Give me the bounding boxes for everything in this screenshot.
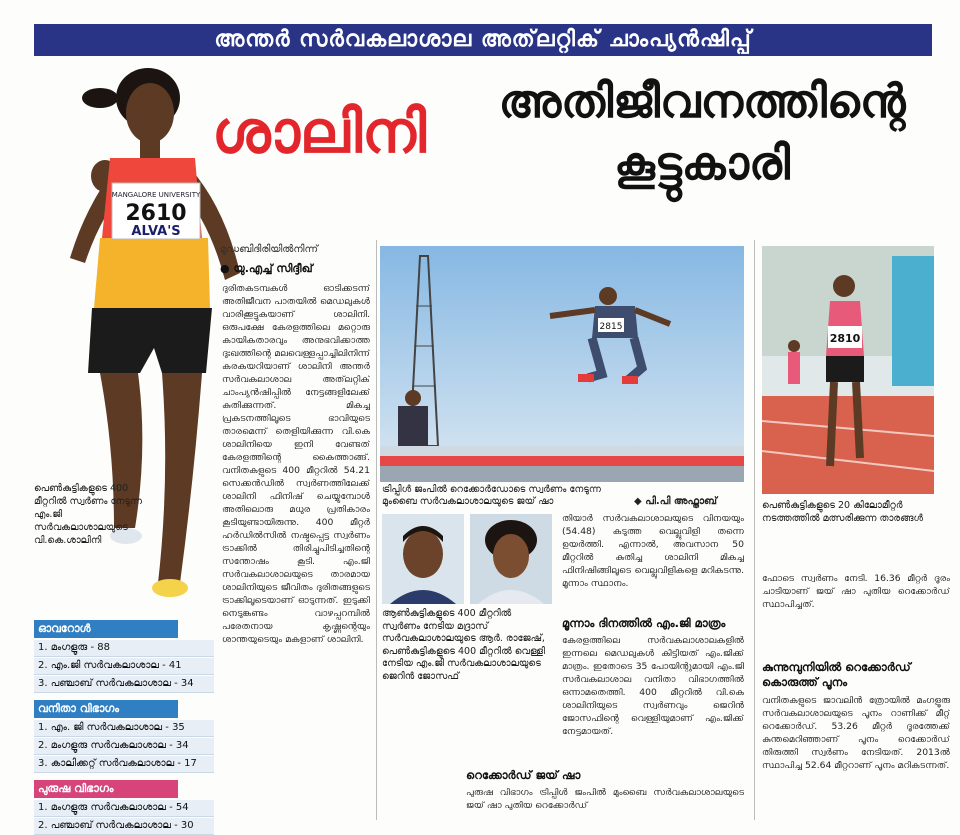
column-divider (376, 240, 377, 820)
subheading-mg-only: മൂന്നാം ദിനത്തിൽ എം.ജി മാത്രം (562, 616, 726, 630)
article-column-3-top: ഫോടെ സ്വർണം നേടി. 16.36 മീറ്റർ ദൂരം ചാടിയാണ് ജയ് ഷാ പുതിയ റെക്കോർഡ് സ്ഥാപിച്ചത്. (762, 573, 950, 610)
bib-number: 2610 (125, 201, 187, 226)
section-banner: അന്തർ സർവകലാശാല അത്‌ലറ്റിക് ചാംപ്യൻഷിപ്പ് (34, 24, 932, 56)
portrait-caption: ആൺകുട്ടികളുടെ 400 മീറ്ററിൽ സ്വർണം നേടിയ മദ്രാസ് സർവകലാശാലയുടെ ആർ. രാജേഷ്, പെൺകുട്ടികളുടെ 400 മീറ്ററിൽ വെള്ളി നേടിയ എം.ജി സർവകലാശാലയുടെ ജെറിൻ ജോസഫ് (382, 608, 545, 682)
byline-author (220, 262, 313, 276)
author-name: യു.എച്ച് സിദ്ദീഖ് (233, 262, 313, 275)
article-column-2-top: തിയാർ സർവകലാശാലയുടെ വിനയയും (54.48) കടുത്ത വെല്ലുവിളി തന്നെ ഉയർത്തി. എന്നാൽ, അവസാന 50 മീറ്ററിൽ കുതിച്ച ശാലിനി മികച്ച ഫിനിഷിങ്ങിലൂടെ വെല്ലുവിളികളെ മറികടന്നു. മൂന്നാം സ്ഥാനം. (562, 513, 744, 589)
author-bullet-icon: ● (220, 262, 230, 275)
headline-line-2: കൂട്ടുകാരി (614, 136, 790, 190)
walker-bib: 2810 (829, 332, 861, 345)
subheading-poonam-record: കുന്നുമ്പുനിയിൽ റെക്കോർഡ് കൊരുത്ത് പൂനം (762, 660, 911, 689)
tally-row: 1. എം. ജി സർവകലാശാല - 35 (34, 720, 214, 737)
column-divider (754, 240, 755, 820)
article-column-2-body: കേരളത്തിലെ സർവകലാശാലകളിൽ ഇന്നലെ മെഡലുകൾ കിട്ടിയത് എം.ജിക്ക് മാത്രം. ഇതോടെ 35 പോയിന്റുമായി എം.ജി സർവകലാശാല വനിതാ വിഭാഗത്തിൽ ഒന്നാമതെത്തി. 400 മീറ്ററിൽ വി.കെ ശാലിനിയുടെ സ്വർണവും ജെറിൻ ജോസഫിന്റെ വെള്ളിയുമാണ് എം.ജിക്ക് നേട്ടമായത്. (562, 635, 744, 737)
bib-sponsor: ALVA'S (131, 224, 181, 239)
subheading-record-jay-sha: റെക്കോർഡ് ജയ് ഷാ (466, 768, 581, 782)
tally-row: 2. എം.ജി സർവകലാശാല - 41 (34, 658, 214, 675)
jumper-bib: 2815 (599, 322, 623, 332)
tally-row: 1. മംഗളൂരു - 88 (34, 640, 214, 657)
credit-name: പി.പി അഫ്താബ് (645, 496, 717, 507)
tally-heading: വനിതാ വിഭാഗം (34, 700, 178, 718)
bib-team-text: MANGALORE UNIVERSITY (111, 191, 201, 199)
article-column-1: ദുരിതകടമ്പകൾ ഓടിക്കടന്ന് അതിജീവന പാതയിൽ മെഡലുകൾ വാരിക്കൂട്ടുകയാണ് ശാലിനി. ഒരുപക്ഷേ കേരളത്തിലെ മറ്റൊരു കായികതാരവും അനുഭവിക്കാത്ത ദുഃഖത്തിന്റെ മലവെള്ളപ്പാച്ചിലിനിന്ന് കരകയറിയാണ് ശാലിനി അന്തർ സർവകലാശാല അത്‌ലറ്റിക് ചാംപ്യൻഷിപ്പിൽ നേട്ടങ്ങളിലേക്ക് കുതിക്കുന്നത്. മികച്ച പ്രകടനത്തിലൂടെ ഭാവിയുടെ താരമെന്ന് തെളിയിക്കുന്ന വി.കെ ശാലിനിയെ ഇനി വേണ്ടത് കേരളത്തിന്റെ കൈത്താങ്ങ്. വനിതകളുടെ 400 മീറ്ററിൽ 54.21 സെക്കൻഡിൽ സ്വർണത്തിലേക്ക് ശാലിനി ഫിനിഷ് ചെയ്യുമ്പോൾ അതിലൊരു മധുര പ്രതികാരം കൂടിയുണ്ടായിരുന്നു. 400 മീറ്റർ ഹർഡിൽസിൽ നഷ്ടപ്പെട്ട സ്വർണം ട്രാക്കിൽ തിരിച്ചുപിടിച്ചതിന്റെ സന്തോഷം കൂടി. എം.ജി സർവകലാശാലയുടെ താരമായ ശാലിനിയുടെ ജീവിതം ദുരിതങ്ങളുടെ ട്രാക്കിലൂടെയാണ് ഓടുന്നത്. ഇടുക്കി നെടുങ്കണ്ടം വാഴപ്പറമ്പിൽ പരേതനായ കൃഷ്ണന്റെയും ശാന്തയുടെയും മകളാണ് ശാലിനി. (222, 283, 370, 645)
tally-row: 2. മംഗളൂരു സർവകലാശാല - 34 (34, 738, 214, 755)
article-column-3-body: വനിതകളുടെ ജാവലിൻ ത്രോയിൽ മംഗളൂരു സർവകലാശാലയുടെ പൂനം റാണിക്ക് മീറ്റ് റെക്കോർഡ്. 53.26 മീറ്റർ ദൂരത്തേക്ക് കുന്തമെറിഞ്ഞാണ് പൂനം റെക്കോർഡ് തിരുത്തി സ്വർണം നേടിയത്. 2013ൽ സ്ഥാപിച്ച 52.64 മീറ്ററാണ് പൂനം മറികടന്നത്. (762, 695, 950, 771)
headline-name: ശാലിനി (212, 98, 427, 166)
triple-jump-photo (380, 246, 744, 482)
headline-line-1: അതിജീവനത്തിന്റെ (498, 74, 906, 128)
tally-heading: പുരുഷ വിഭാഗം (34, 780, 178, 798)
headline-main (462, 70, 942, 194)
tally-row: 2. പഞ്ചാബ് സർവകലാശാല - 30 (34, 818, 214, 835)
main-photo-credit (634, 496, 717, 507)
tally-row: 3. കാലിക്കറ്റ് സർവകലാശാല - 17 (34, 756, 214, 773)
portrait-rajesh (382, 514, 464, 604)
credit-bullet-icon: ◆ (634, 496, 642, 507)
portrait-jerin (470, 514, 552, 604)
byline-place: മൂഡബിദിരിയിൽനിന്ന് (220, 244, 318, 255)
tally-row: 1. മംഗളൂരു സർവകലാശാല - 54 (34, 800, 214, 817)
hero-photo-caption: പെൺകുട്ടികളുടെ 400 മീറ്ററിൽ സ്വർണം നേടുന്ന എം.ജി സർവകലാശാലയുടെ വി.കെ.ശാലിനി (34, 483, 142, 546)
tally-heading: ഓവറോൾ (34, 620, 178, 638)
race-walk-caption: പെൺകുട്ടികളുടെ 20 കിലോമീറ്റർ നടത്തത്തിൽ മത്സരിക്കുന്ന താരങ്ങൾ (762, 500, 923, 524)
race-walk-photo (762, 246, 934, 494)
tally-row: 3. പഞ്ചാബ് സർവകലാശാല - 34 (34, 676, 214, 693)
main-photo-caption: ട്രിപ്പിൾ ജംപിൽ റെക്കോർഡോടെ സ്വർണം നേടുന്ന മുംബൈ സർവകലാശാലയുടെ ജയ് ഷാ (382, 484, 601, 507)
record-body: പുരുഷ വിഭാഗം ട്രിപ്പിൾ ജംപിൽ മുംബൈ സർവകലാശാലയുടെ ജയ് ഷാ പുതിയ റെക്കോർഡ് (466, 787, 744, 811)
